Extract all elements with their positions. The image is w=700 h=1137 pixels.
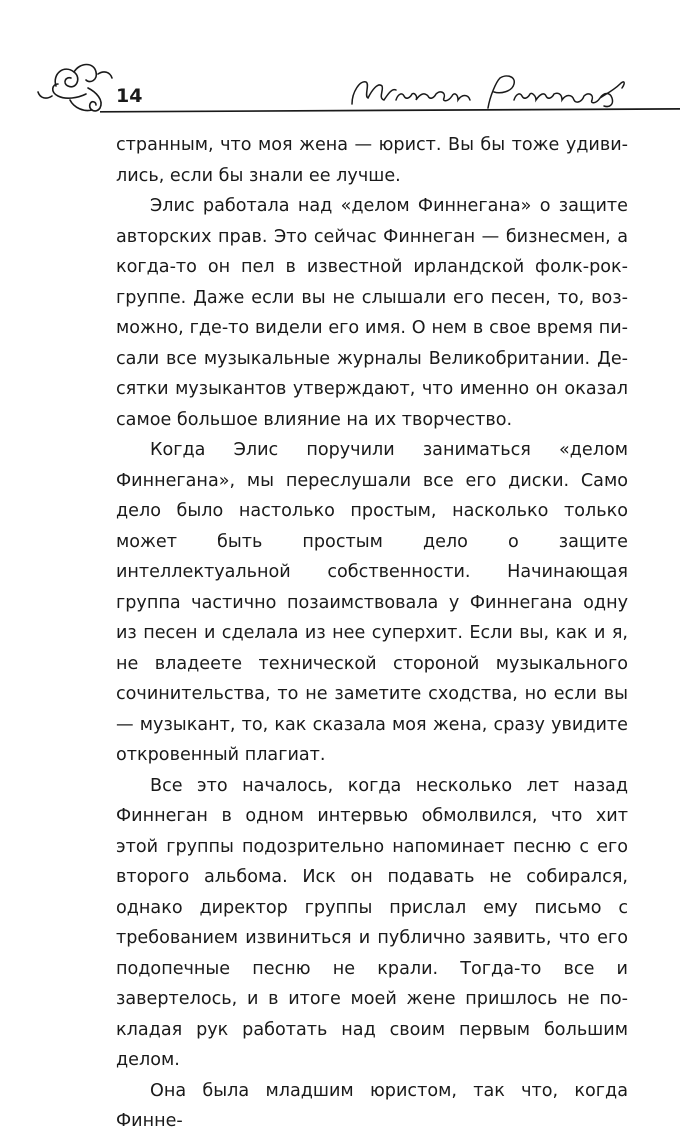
running-head xyxy=(0,0,700,130)
page-number: 14 xyxy=(116,85,143,107)
body-text xyxy=(116,130,628,1137)
paragraph: Когда Элис поручили заниматься «делом Финнегана», мы переслушали все его диски. Само дело было настолько простым, насколько только может быть простым дело о защите интеллектуальной собственности. Начинающая группа частично позаимствовала у Финнегана одну из песен и сделала из нее суперхит. Если вы, как и я, не владеете технической стороной музыкального сочинительства, то не заметите сходства, но если вы — музыкант, то, как сказала моя жена, сразу увидите откровенный плагиат. xyxy=(116,440,628,765)
paragraph: Она была младшим юристом, так что, когда Финне- xyxy=(116,1080,628,1131)
paragraph: Все это началось, когда несколько лет назад Финнеган в одном интервью обмолвился, что хит этой группы подозрительно напоминает песню с его второго альбома. Иск он подавать не собирался, однако директор группы прислал ему письмо с требованием извиниться и публично заявить, что его подопечные песню не крали. Тогда-то все и завертелось, и в итоге моей жене пришлось не покладая рук работать над своим первым большим делом. xyxy=(116,775,628,1070)
paragraph: Элис работала над «делом Финнегана» о защите авторских прав. Это сейчас Финнеган — бизнесмен, а когда-то он пел в известной ирландской фолк-рок-группе. Даже если вы не слышали его песен, то, возможно, где-то видели его имя. О нем в свое время писали все музыкальные журналы Великобритании. Десятки музыкантов утверждают, что именно он оказал самое большое влияние на их творчество. xyxy=(116,196,628,430)
page-header xyxy=(0,0,700,130)
paragraph: странным, что моя жена — юрист. Вы бы тоже удивились, если бы знали ее лучше. xyxy=(116,135,628,186)
